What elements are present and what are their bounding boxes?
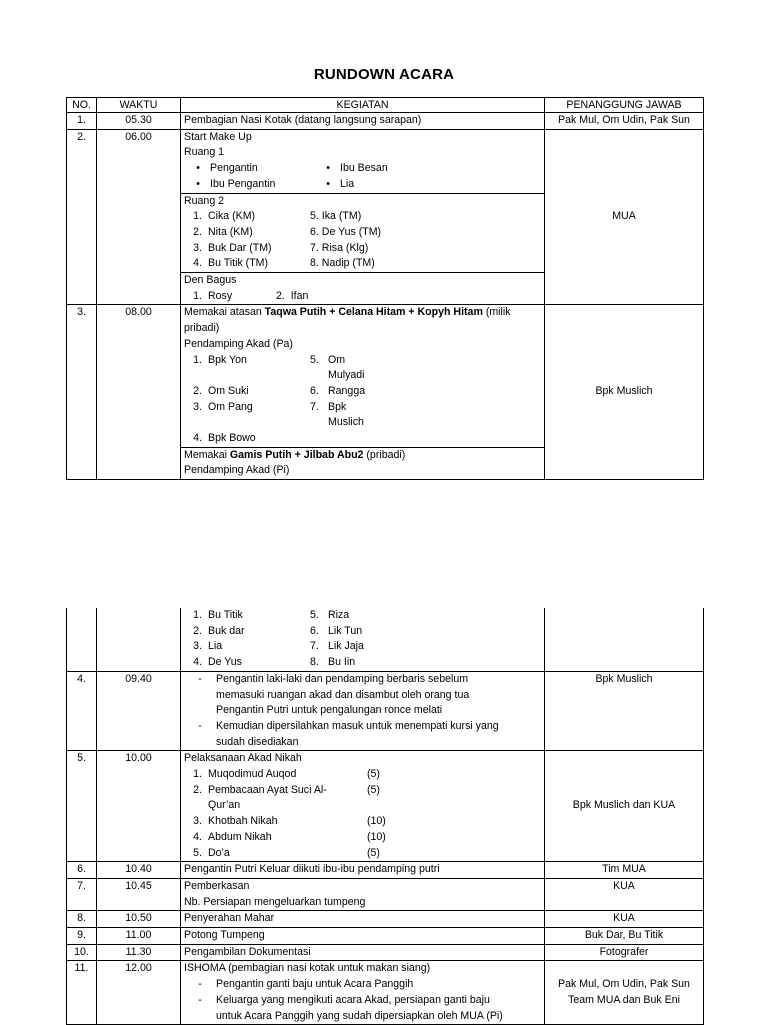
list-item: Bu Iin (328, 656, 356, 669)
activity-line: Memakai atasan Taqwa Putih + Celana Hitam + Kopyh Hitam (milik (184, 306, 511, 319)
row-no: 9. (67, 928, 97, 945)
list-row: 4. Abdum Nikah (10) (193, 830, 386, 843)
list-item: Nita (KM) (208, 225, 253, 238)
list-item: Riza (328, 609, 350, 621)
row-no: 6. (67, 862, 97, 879)
activity-line: Start Make Up (184, 130, 252, 143)
row-time: 05.30 (97, 113, 181, 130)
row-time: 12.00 (97, 961, 181, 1025)
row-activity (181, 193, 545, 273)
list-row (184, 368, 541, 384)
dash-item: - Pengantin ganti baju untuk Acara Panggih (198, 978, 414, 991)
row-time: 10.40 (97, 862, 181, 879)
header-pj: PENANGGUNG JAWAB (545, 98, 704, 113)
list-item: Bu Titik (208, 609, 243, 621)
list-item: Om (328, 353, 346, 366)
table-row (67, 751, 704, 862)
list-row: 1. Bu Titik 5. Riza (184, 608, 541, 624)
dash-item-cont: untuk Acara Panggih yang sudah dipersiapkan oleh MUA (Pi) (216, 1009, 503, 1022)
table-row (67, 129, 704, 193)
list-item: Lik Tun (328, 624, 363, 637)
activity-line: Ruang 2 (184, 194, 225, 207)
table-row (67, 928, 704, 945)
row-no: 4. (67, 671, 97, 751)
activity-line: Pendamping Akad (Pa) (184, 337, 293, 350)
list-item: Rosy (208, 289, 233, 302)
row-pj: Bpk Muslich (545, 671, 704, 751)
list-item: Lia (208, 640, 223, 653)
row-activity: Penyerahan Mahar (181, 911, 545, 928)
row-pj: Bpk Muslich (545, 305, 704, 480)
list-row: 3. Buk Dar (TM) 7. Risa (Klg) (184, 241, 541, 257)
list-item: Bpk Yon (208, 353, 247, 366)
list-row: 4. De Yus 8. Bu Iin (184, 655, 541, 671)
dash-item-cont: sudah disediakan (216, 735, 299, 748)
row-time: 10.45 (97, 878, 181, 910)
dash-item: - Pengantin laki-laki dan pendamping berbaris sebelum (198, 672, 469, 685)
row-time: 09.40 (97, 671, 181, 751)
row-no: 1. (67, 113, 97, 130)
list-row (184, 415, 541, 431)
list-row: 2. Nita (KM) 6. De Yus (TM) (184, 225, 541, 241)
list-item: Pengantin (210, 162, 258, 175)
table-row (67, 608, 704, 671)
page-title: RUNDOWN ACARA (313, 66, 455, 83)
row-no: 10. (67, 944, 97, 961)
dash-item: - Kemudian dipersilahkan masuk untuk menempati kursi yang (198, 719, 499, 732)
row-activity: Potong Tumpeng (181, 928, 545, 945)
row-time: 10.50 (97, 911, 181, 928)
row-activity: Pembagian Nasi Kotak (datang langsung sarapan) (181, 113, 545, 130)
row-no: 7. (67, 878, 97, 910)
row-activity (181, 305, 545, 447)
list-row: 4. Bu Titik (TM) 8. Nadip (TM) (184, 256, 541, 272)
list-item: Buk Dar (TM) (208, 241, 272, 254)
rundown-table-part-1 (66, 97, 704, 480)
list-item: De Yus (208, 656, 242, 669)
row-pj: Pak Mul, Om Udin, Pak Sun Team MUA dan Buk Eni (545, 961, 704, 1025)
dash-item: - Keluarga yang mengikuti acara Akad, persiapan ganti baju (198, 993, 490, 1006)
header-kegiatan: KEGIATAN (181, 98, 545, 113)
row-pj: MUA (545, 129, 704, 305)
bullet-row: • Pengantin • Ibu Besan (184, 161, 541, 177)
list-item: Muslich (328, 416, 364, 429)
list-row: 2. Om Suki 6. Rangga (184, 384, 541, 400)
row-no: 2. (67, 129, 97, 305)
list-row: 5. Do’a (5) (193, 846, 380, 859)
list-row: 3. Khotbah Nikah (10) (193, 815, 386, 828)
row-time: 11.30 (97, 944, 181, 961)
list-row: 1. Cika (KM) 5. Ika (TM) (184, 209, 541, 225)
row-activity: Pemberkasan Nb. Persiapan mengeluarkan tumpeng (181, 878, 545, 910)
activity-line: Ruang 1 (184, 146, 225, 159)
list-row: 2. Buk dar 6. Lik Tun (184, 624, 541, 640)
row-activity (181, 273, 545, 305)
row-time: 06.00 (97, 129, 181, 305)
list-item: Rangga (328, 384, 366, 397)
list-item: Bpk (328, 400, 347, 413)
list-row: 3. Lia 7. Lik Jaja (184, 639, 541, 655)
list-item: Risa (Klg) (321, 241, 369, 254)
row-pj: Bpk Muslich dan KUA (545, 751, 704, 862)
list-item: Ifan (290, 289, 309, 302)
list-item: Lia (340, 177, 355, 190)
row-time: 08.00 (97, 305, 181, 480)
header-waktu: WAKTU (97, 98, 181, 113)
list-row: 3. Om Pang 7. Bpk (184, 400, 541, 416)
row-no: 3. (67, 305, 97, 480)
activity-line: Memakai Gamis Putih + Jilbab Abu2 (pribadi) (184, 448, 406, 461)
row-pj: Buk Dar, Bu Titik (545, 928, 704, 945)
table-row (67, 113, 704, 130)
table-row (67, 862, 704, 879)
row-no: 11. (67, 961, 97, 1025)
row-no: 8. (67, 911, 97, 928)
table-row (67, 911, 704, 928)
row-activity: Pengantin Putri Keluar diikuti ibu-ibu pendamping putri (181, 862, 545, 879)
list-row: Qur’an (208, 799, 241, 812)
row-pj: Tim MUA (545, 862, 704, 879)
row-activity (181, 671, 545, 751)
list-item: Mulyadi (328, 369, 365, 382)
row-pj: Pak Mul, Om Udin, Pak Sun (545, 113, 704, 130)
list-item: De Yus (TM) (321, 225, 382, 238)
list-item: Nadip (TM) (321, 257, 375, 270)
table-header-row (67, 98, 704, 113)
row-activity (181, 751, 545, 862)
row-activity: ISHOMA (pembagian nasi kotak untuk makan siang) - Pengantin ganti baju untuk Acara Panggih - Keluarga yang mengikuti acara Akad, persiapan ganti baju untuk Acara Panggih yang sudah dipersiapkan oleh MUA (Pi) (181, 961, 545, 1025)
table-row (67, 944, 704, 961)
row-activity (181, 129, 545, 193)
list-item: Ibu Besan (340, 162, 388, 175)
dash-item-cont: Pengantin Putri untuk pengalungan ronce melati (216, 704, 443, 717)
table-row (67, 305, 704, 447)
list-row: 1. Bpk Yon 5. Om (184, 353, 541, 369)
list-item: Buk dar (208, 624, 245, 637)
list-item: Om Pang (208, 400, 253, 413)
activity-line: pribadi) (184, 322, 220, 335)
list-item: Cika (KM) (208, 210, 256, 223)
activity-line: Pendamping Akad (Pi) (184, 464, 290, 477)
dash-item-cont: memasuki ruangan akad dan disambut oleh orang tua (216, 688, 470, 701)
header-no: NO. (67, 98, 97, 113)
list-item: Bu Titik (TM) (208, 257, 269, 270)
row-pj: KUA (545, 878, 704, 910)
row-time: 10.00 (97, 751, 181, 862)
list-row: 1. Rosy 2. Ifan (184, 289, 541, 305)
table-row (67, 671, 704, 751)
list-item: Om Suki (208, 384, 249, 397)
row-pj: KUA (545, 911, 704, 928)
table-row (67, 878, 704, 910)
activity-line: Pelaksanaan Akad Nikah (184, 752, 302, 765)
row-activity (181, 608, 545, 671)
list-row: 2. Pembacaan Ayat Suci Al- (5) (193, 783, 380, 796)
row-activity: Pengambilan Dokumentasi (181, 944, 545, 961)
activity-line: Den Bagus (184, 274, 237, 287)
list-item: Ika (TM) (321, 210, 362, 223)
row-activity (181, 447, 545, 479)
list-item: Lik Jaja (328, 640, 364, 653)
table-row (67, 961, 704, 1025)
list-row: 1. Muqodimud Auqod (5) (193, 768, 380, 781)
rundown-table-part-2 (66, 608, 704, 1025)
row-pj: Fotografer (545, 944, 704, 961)
row-no: 5. (67, 751, 97, 862)
row-time: 11.00 (97, 928, 181, 945)
list-item: Ibu Pengantin (210, 177, 276, 190)
list-item: Bpk Bowo (208, 432, 256, 445)
bullet-row: • Ibu Pengantin • Lia (184, 177, 541, 193)
list-row: 4. Bpk Bowo (184, 431, 541, 447)
